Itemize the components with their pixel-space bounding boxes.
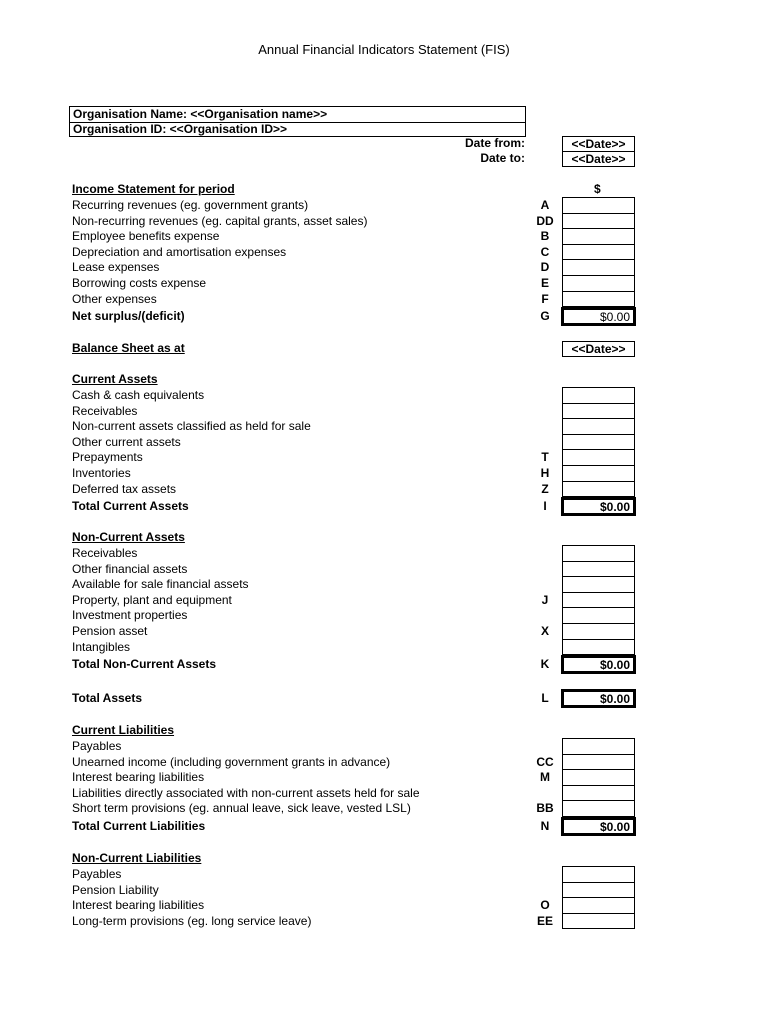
current-liabilities-row-code: BB [536,801,554,816]
non-current-liabilities-value-field[interactable] [562,866,635,883]
organisation-box [69,106,526,137]
non-current-liabilities-row-label: Pension Liability [72,882,159,897]
non-current-liabilities-row-code: EE [536,913,553,928]
non-current-assets-value-field[interactable] [562,623,635,640]
income-row-label: Employee benefits expense [72,229,220,244]
date-to-field[interactable]: <<Date>> [562,151,635,167]
current-liabilities-heading: Current Liabilities [72,723,175,737]
current-assets-row-label: Cash & cash equivalents [72,388,205,402]
non-current-assets-row-label: Pension asset [72,624,148,638]
income-row-label: Borrowing costs expense [72,276,207,290]
income-value-field[interactable] [562,259,635,276]
non-current-liabilities-row-code: O [540,898,550,913]
non-current-assets-total-label: Total Non-Current Assets [72,657,217,671]
current-assets-row-code: Z [541,481,549,496]
current-liabilities-row-label: Short term provisions (eg. annual leave, sick leave, vested LSL) [72,801,411,816]
non-current-assets-value-field[interactable] [562,639,635,656]
non-current-assets-total-value: $0.00 [599,658,630,672]
currency-header: $ [594,182,601,196]
balance-heading: Balance Sheet as at [72,341,185,355]
current-assets-total-value: $0.00 [599,500,630,514]
income-row-code: C [540,244,550,259]
current-liabilities-row-code: M [540,770,550,785]
current-liabilities-total-value: $0.00 [599,820,630,834]
non-current-assets-total-value-field[interactable] [561,655,636,674]
date-to-label: Date to: [480,151,525,165]
current-assets-heading: Current Assets [72,372,158,386]
current-liabilities-row-label: Payables [72,739,122,753]
income-total-label: Net surplus/(deficit) [72,309,185,323]
current-assets-total-code: I [543,499,547,513]
income-value-field[interactable] [562,228,635,245]
current-liabilities-row-label: Liabilities directly associated with non-current assets held for sale [72,785,420,800]
non-current-assets-row-label: Receivables [72,546,138,560]
income-total-code: G [540,309,550,323]
balance-date-field[interactable]: <<Date>> [562,341,635,357]
current-assets-total-value-field[interactable] [561,497,636,516]
current-assets-value-field[interactable] [562,418,635,435]
income-row-code: B [540,229,550,244]
current-assets-row-label: Other current assets [72,434,181,449]
income-row-label: Non-recurring revenues (eg. capital grants, asset sales) [72,213,368,228]
income-value-field[interactable] [562,275,635,292]
non-current-assets-heading: Non-Current Assets [72,530,185,544]
non-current-liabilities-value-field[interactable] [562,882,635,899]
non-current-assets-row-code: X [540,624,549,638]
current-liabilities-value-field[interactable] [562,800,635,817]
non-current-assets-value-field[interactable] [562,607,635,624]
date-from-field[interactable]: <<Date>> [562,136,635,152]
income-value-field[interactable] [562,291,635,308]
income-row-label: Depreciation and amortisation expenses [72,244,287,259]
current-assets-total-label: Total Current Assets [72,499,189,513]
income-value-field[interactable] [562,244,635,261]
non-current-liabilities-value-field[interactable] [562,913,635,930]
income-row-label: Other expenses [72,291,157,306]
current-assets-row-label: Receivables [72,403,138,418]
organisation-name[interactable]: Organisation Name: <<Organisation name>> [73,107,328,121]
non-current-assets-value-field[interactable] [562,561,635,578]
page-title: Annual Financial Indicators Statement (FIS) [258,42,510,57]
non-current-assets-row-label: Property, plant and equipment [72,592,232,607]
current-assets-row-label: Non-current assets classified as held for sale [72,419,311,434]
income-total-value-field[interactable] [561,307,636,326]
current-assets-value-field[interactable] [562,434,635,451]
current-liabilities-row-code: CC [536,754,554,769]
income-row-code: A [540,198,550,212]
current-liabilities-value-field[interactable] [562,738,635,755]
organisation-id[interactable]: Organisation ID: <<Organisation ID>> [73,122,288,136]
current-assets-value-field[interactable] [562,403,635,420]
non-current-assets-value-field[interactable] [562,592,635,609]
current-liabilities-total-label: Total Current Liabilities [72,819,206,833]
current-assets-row-code: T [541,450,549,465]
current-assets-value-field[interactable] [562,449,635,466]
current-liabilities-value-field[interactable] [562,769,635,786]
current-assets-row-label: Prepayments [72,450,143,465]
non-current-liabilities-row-label: Long-term provisions (eg. long service leave) [72,913,312,928]
income-row-label: Lease expenses [72,260,160,275]
total-assets-label: Total Assets [72,691,143,705]
non-current-assets-row-label: Available for sale financial assets [72,577,249,592]
current-assets-value-field[interactable] [562,465,635,482]
income-total-value: $0.00 [599,310,630,324]
non-current-liabilities-row-label: Payables [72,867,122,881]
current-assets-row-label: Inventories [72,466,131,480]
non-current-assets-value-field[interactable] [562,545,635,562]
income-heading: Income Statement for period [72,182,235,196]
non-current-liabilities-value-field[interactable] [562,897,635,914]
income-value-field[interactable] [562,197,635,214]
non-current-assets-row-label: Investment properties [72,608,188,623]
income-row-code: DD [536,213,554,228]
current-assets-row-code: H [540,466,550,480]
income-value-field[interactable] [562,213,635,230]
income-row-label: Recurring revenues (eg. government grants) [72,198,309,212]
current-assets-row-label: Deferred tax assets [72,481,177,496]
current-assets-value-field[interactable] [562,387,635,404]
non-current-assets-row-label: Other financial assets [72,561,188,576]
income-row-code: E [540,276,549,290]
current-assets-value-field[interactable] [562,481,635,498]
current-liabilities-total-value-field[interactable] [561,817,636,836]
non-current-assets-row-label: Intangibles [72,639,131,654]
non-current-assets-total-code: K [540,657,550,671]
total-assets-code: L [541,691,549,705]
total-assets-value: $0.00 [599,692,630,706]
current-liabilities-value-field[interactable] [562,785,635,802]
income-row-code: F [541,291,549,306]
non-current-assets-row-code: J [541,592,549,607]
non-current-assets-value-field[interactable] [562,576,635,593]
total-assets-value-field[interactable] [561,689,636,708]
date-from-label: Date from: [464,136,525,150]
non-current-liabilities-row-label: Interest bearing liabilities [72,898,205,913]
income-row-code: D [540,260,550,275]
non-current-liabilities-heading: Non-Current Liabilities [72,851,202,865]
current-liabilities-total-code: N [540,819,550,833]
current-liabilities-value-field[interactable] [562,754,635,771]
current-liabilities-row-label: Unearned income (including government grants in advance) [72,754,391,769]
current-liabilities-row-label: Interest bearing liabilities [72,770,205,785]
